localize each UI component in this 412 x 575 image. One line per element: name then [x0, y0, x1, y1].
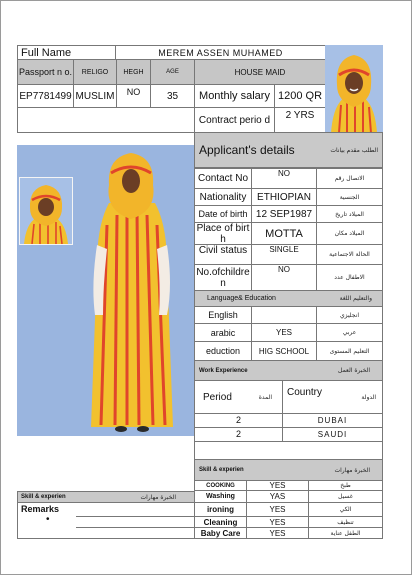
details-title: Applicant's details [199, 143, 295, 157]
exp-country-1: DUBAI [283, 414, 382, 428]
arabic-label: arabic [194, 323, 252, 342]
baby-care-value: YES [246, 527, 309, 539]
full-name-value: MEREM ASSEN MUHAMED [115, 45, 326, 60]
age-value: 35 [150, 84, 195, 108]
contract-value: 2 YRS [274, 107, 326, 133]
details-section-header [194, 132, 383, 168]
contact-label-ar: الاتصال رقم [316, 168, 383, 189]
pob-label: Place of birt h [194, 222, 252, 245]
experience-title-ar: الخبرة العمل [338, 367, 370, 374]
height-label: HEGH [116, 59, 151, 85]
country-label: Country [287, 386, 323, 398]
cooking-label-ar: طبخ [308, 480, 383, 491]
contract-label: Contract perio d [194, 107, 275, 133]
education-label-ar: التعليم المستوى [316, 341, 383, 361]
nationality-label: Nationality [194, 188, 252, 206]
height-value: NO [116, 84, 151, 108]
skills-section-header [194, 459, 383, 481]
civil-status-label: Civil status [194, 244, 252, 265]
civil-status-value: SINGLE [251, 244, 317, 265]
english-label-ar: انجليزي [316, 306, 383, 324]
remarks-bullet: • [46, 514, 50, 525]
arabic-label-ar: عربي [316, 323, 383, 342]
education-value: HIG SCHOOL [251, 341, 317, 361]
contact-label: Contact No [194, 168, 252, 189]
details-title-ar: الطلب مقدم بيانات [330, 146, 378, 154]
dob-value: 12 SEP1987 [251, 205, 317, 223]
age-label: AGE [150, 59, 195, 85]
cleaning-value: YES [246, 516, 309, 528]
dob-label-ar: الميلاد تاريخ [316, 205, 383, 223]
dob-label: Date of birth [194, 205, 252, 223]
cleaning-label: Cleaning [194, 516, 247, 528]
ironing-label-ar: الكي [308, 502, 383, 517]
children-value: NO [251, 264, 317, 291]
washing-label-ar: غسيل [308, 490, 383, 503]
left-skills-title: Skill & experien [21, 494, 66, 500]
religion-value: MUSLIM [73, 84, 117, 108]
position-title: HOUSE MAID [194, 59, 326, 85]
nationality-value: ETHIOPIAN [251, 188, 317, 206]
baby-care-label: Baby Care [194, 527, 247, 539]
cleaning-label-ar: تنظيف [308, 516, 383, 528]
skills-title-ar: الخبرة مهارات [334, 466, 370, 474]
passport-value: EP7781499 [17, 84, 74, 108]
full-name-label: Full Name [17, 45, 116, 60]
language-title: Language& Education [207, 295, 276, 302]
remarks-box [17, 502, 195, 539]
portrait-photo [325, 45, 383, 133]
remarks-line-1 [76, 516, 194, 517]
contact-value: NO [251, 168, 317, 189]
inset-portrait-photo [19, 177, 73, 245]
arabic-value: YES [251, 323, 317, 342]
skills-title: Skill & experien [199, 467, 244, 473]
country-header [283, 381, 382, 414]
pob-label-ar: الميلاد مكان [316, 222, 383, 245]
washing-value: YAS [246, 490, 309, 503]
remarks-label: Remarks [21, 504, 60, 514]
language-title-ar: والتعليم اللغة [339, 295, 372, 302]
full-body-photo [17, 145, 194, 436]
passport-label: Passport n o. [17, 59, 74, 85]
education-label: eduction [194, 341, 252, 361]
nationality-label-ar: الجنسية [316, 188, 383, 206]
ironing-value: YES [246, 502, 309, 517]
salary-label: Monthly salary [194, 84, 275, 108]
children-label-ar: الاطفال عدد [316, 264, 383, 291]
country-label-ar: الدولة [361, 393, 376, 401]
period-label-ar: المدة [258, 393, 272, 401]
salary-value: 1200 QR [274, 84, 326, 108]
ironing-label: ironing [194, 502, 247, 517]
experience-table [194, 380, 383, 460]
civil-status-label-ar: الحالة الاجتماعية [316, 244, 383, 265]
washing-label: Washing [194, 490, 247, 503]
english-value [251, 306, 317, 324]
cooking-value: YES [246, 480, 309, 491]
remarks-line-2 [76, 527, 194, 528]
english-label: English [194, 306, 252, 324]
exp-period-1: 2 [195, 414, 283, 428]
experience-title: Work Experience [199, 367, 248, 374]
left-skills-title-ar: الخبرة مهارات [140, 493, 176, 501]
language-section-header [194, 290, 383, 307]
cooking-label: COOKING [194, 480, 247, 491]
exp-country-2: SAUDI [283, 428, 382, 442]
period-header [195, 381, 283, 414]
period-label: Period [203, 391, 232, 403]
experience-section-header [194, 360, 383, 381]
pob-value: MOTTA [251, 222, 317, 245]
blank-cell [17, 107, 195, 133]
baby-care-label-ar: الطفل عناية [308, 527, 383, 539]
exp-period-2: 2 [195, 428, 283, 442]
children-label: No.ofchildre n [194, 264, 252, 291]
religion-label: RELIGO [73, 59, 117, 85]
